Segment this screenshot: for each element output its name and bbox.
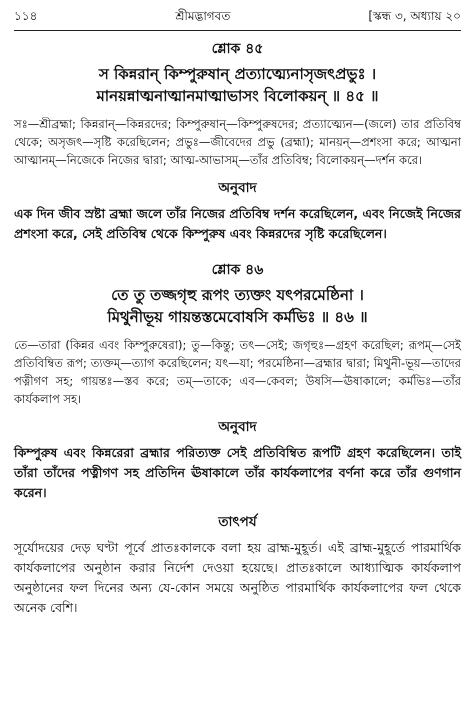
verse-46-title: শ্লোক ৪৬: [211, 262, 264, 278]
purport-title: তাৎপর্য: [218, 514, 257, 530]
verse-46-synonyms: তে—তারা (কিন্নর এবং কিম্পুরুষেরা); তু—কিন্তু; তৎ—সেই; জগৃহুঃ—গ্রহণ করেছিল; রূপম্—সেই প্রতিবিম্বিত রূপ; ত্যক্তম্—ত্যাগ করেছিলেন; যৎ—যা; পরমেষ্ঠিনা—ব্রহ্মার দ্বারা; মিথুনী-ভূয়—তাদের পত্নীগণ সহ; গায়ন্তঃ—স্তব করে; তম্—তাকে; এব—কেবল; উষসি—ঊষাকালে; কর্মভিঃ—তাঁর কার্যকলাপ সহ।: [14, 338, 461, 406]
verse-45-synonyms: সঃ—শ্রীব্রহ্মা; কিন্নরান্—কিন্নরদের; কিম্পুরুষান্—কিম্পুরুষদের; প্রত্যাত্ম্যেন—(জলে) তার প্রতিবিম্ব থেকে; অসৃজৎ—সৃষ্টি করেছিলেন; প্রভুঃ—জীবেদের প্রভু (ব্রহ্মা); মানয়ন্—প্রশংসা করে; আত্মনা আত্মানম্—নিজেকে নিজের দ্বারা; আত্ম-আভাসম্—তাঁর প্রতিবিম্ব; বিলোকয়ন্—দর্শন করে।: [14, 117, 461, 167]
verse-46-line-2: মিথুনীভূয় গায়ন্তস্তমেবোষসি কর্মভিঃ ॥ ৪৬ ॥: [107, 308, 368, 326]
verse-46-translation: কিম্পুরুষ এবং কিন্নরেরা ব্রহ্মার পরিত্যক্ত সেই প্রতিবিম্বিত রূপটি গ্রহণ করেছিলেন। তাই তাঁরা তাঁদের পত্নীগণ সহ প্রতিদিন ঊষাকালে তাঁর কার্যকলাপের বর্ণনা করে তাঁর গুণগান করেন।: [14, 445, 461, 500]
header-rule: [14, 30, 461, 31]
verse-45-translation: এক দিন জীব স্রষ্টা ব্রহ্মা জলে তাঁর নিজের প্রতিবিম্ব দর্শন করেছিলেন, এবং নিজেই নিজের প্রশংসা করে, সেই প্রতিবিম্ব থেকে কিম্পুরুষ এবং কিন্নরদের সৃষ্টি করেছিলেন।: [14, 206, 461, 241]
chapter-reference: [স্কন্ধ ৩, অধ্যায় ২০: [368, 9, 461, 23]
book-title: শ্রীমদ্ভাগবত: [175, 9, 231, 23]
purport-text: সূর্যোদয়ের দেড় ঘণ্টা পূর্বে প্রাতঃকালকে বলা হয় ব্রাহ্ম-মুহূর্ত। এই ব্রাহ্ম-মুহূর্তে পারমার্থিক কার্যকলাপের অনুষ্ঠান করার নির্দেশ দেওয়া হয়েছে। প্রাতঃকালে আধ্যাত্মিক কার্যকলাপ অনুষ্ঠানের ফল দিনের অন্য যে-কোন সময়ে অনুষ্ঠিত পারমার্থিক কার্যকলাপের ফল থেকে অনেক বেশি।: [14, 540, 461, 615]
page-header: [14, 8, 461, 28]
verse-46-translation-title: অনুবাদ: [218, 419, 257, 435]
verse-45-line-2: মানয়ন্নাত্মনাত্মানমাত্মাভাসং বিলোকয়ন্ ॥ ৪৫ ॥: [96, 87, 379, 105]
verse-46-line-1: তে তু তজ্জগৃহু রূপং ত্যক্তং যৎপরমেষ্ঠিনা ।: [111, 286, 364, 304]
page-number: ১১৪: [14, 9, 38, 23]
verse-45-title: শ্লোক ৪৫: [211, 41, 264, 57]
verse-45-translation-title: অনুবাদ: [218, 180, 257, 196]
verse-45-line-1: স কিন্নরান্ কিম্পুরুষান্ প্রত্যাত্ম্যেনাসৃজৎপ্রভুঃ ।: [98, 65, 377, 83]
